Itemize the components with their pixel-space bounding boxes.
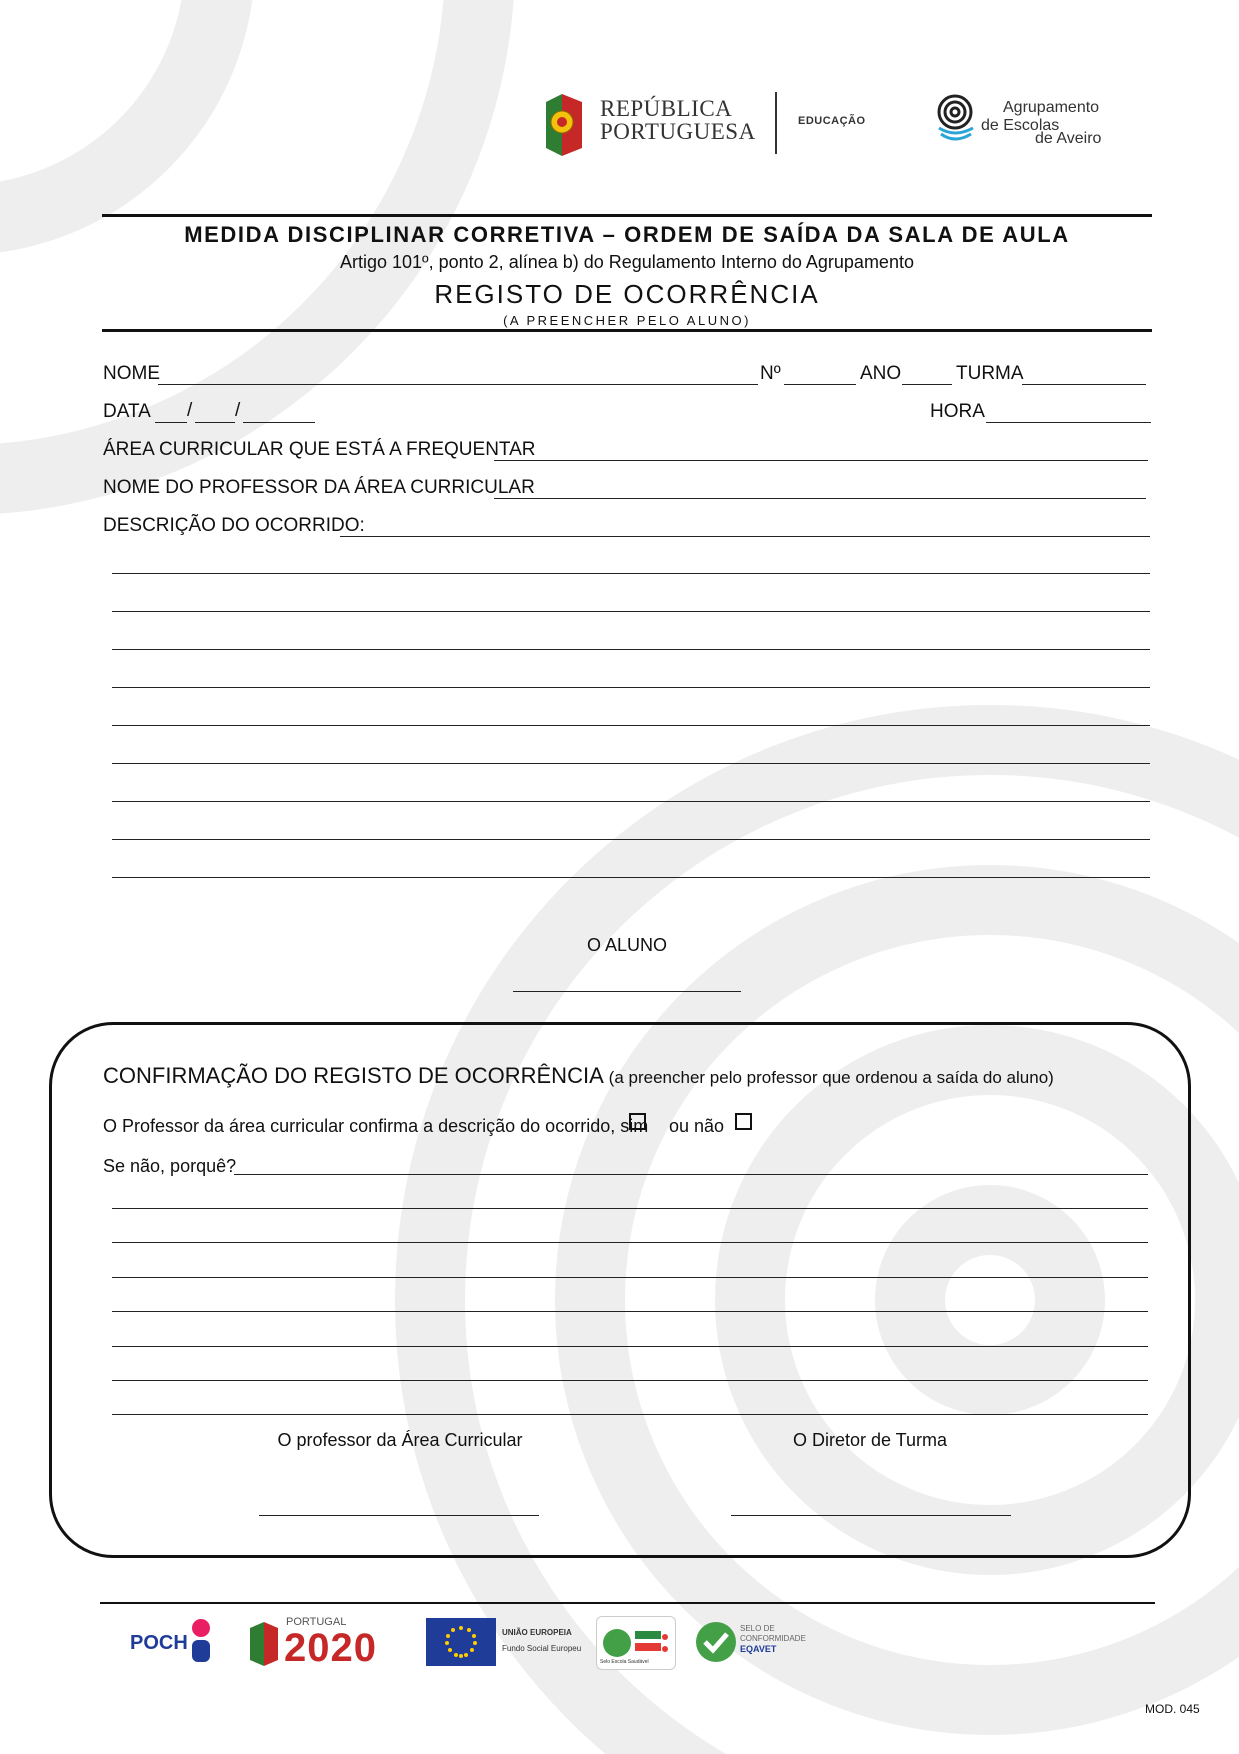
gov-name-line2: PORTUGUESA — [600, 119, 756, 144]
title-top-rule — [102, 214, 1152, 217]
data-month-line[interactable] — [195, 422, 235, 423]
nome-label: NOME — [103, 363, 160, 384]
descricao-line[interactable] — [112, 573, 1150, 574]
student-signature-line[interactable] — [513, 991, 741, 992]
portugal-text: PORTUGAL — [286, 1616, 347, 1628]
confirmation-box — [49, 1022, 1191, 1558]
form-register-title: REGISTO DE OCORRÊNCIA — [434, 279, 820, 309]
p2020-text: 2020 — [284, 1626, 377, 1670]
school-name-line1: Agrupamento — [1003, 99, 1100, 116]
eqavet-line3: EQAVET — [740, 1644, 777, 1654]
nome-line[interactable] — [158, 384, 758, 385]
model-code: MOD. 045 — [1145, 1702, 1200, 1716]
selo-text: Selo Escola Saudável — [600, 1659, 649, 1665]
nao-checkbox[interactable] — [735, 1113, 752, 1130]
selo-escola-saudavel-logo — [596, 1616, 676, 1670]
eqavet-line1: SELO DE — [740, 1624, 775, 1633]
school-name-line3: de Aveiro — [1035, 130, 1102, 147]
why-line[interactable] — [112, 1242, 1148, 1243]
teacher-signature-label: O professor da Área Curricular — [277, 1430, 523, 1450]
spiral-icon — [935, 92, 977, 144]
data-separator-1: / — [187, 400, 193, 421]
descricao-line[interactable] — [112, 877, 1150, 878]
eu-flag-icon — [426, 1618, 496, 1666]
why-line[interactable] — [112, 1311, 1148, 1312]
why-line[interactable] — [112, 1208, 1148, 1209]
area-line[interactable] — [494, 460, 1148, 461]
ano-label: ANO — [860, 363, 902, 384]
republica-portuguesa-logo — [540, 90, 770, 160]
area-label: ÁREA CURRICULAR QUE ESTÁ A FREQUENTAR — [103, 439, 536, 460]
school-name-line2: de Escolas — [981, 117, 1060, 134]
hora-label: HORA — [930, 401, 985, 422]
teacher-signature-line[interactable] — [259, 1515, 539, 1516]
footer-rule — [100, 1602, 1155, 1604]
data-separator-2: / — [235, 400, 241, 421]
poch-figure-icon — [186, 1616, 216, 1666]
why-line[interactable] — [112, 1380, 1148, 1381]
turma-line[interactable] — [1022, 384, 1146, 385]
why-label: Se não, porquê? — [103, 1156, 237, 1176]
eqavet-line2: CONFORMIDADE — [740, 1634, 806, 1643]
confirmation-title — [103, 1063, 1054, 1089]
descricao-line[interactable] — [112, 687, 1150, 688]
gov-name-line1: REPÚBLICA — [600, 96, 733, 121]
poch-text: POCH — [130, 1632, 188, 1654]
form-register-note: (A PREENCHER PELO ALUNO) — [503, 313, 751, 328]
descricao-line[interactable] — [112, 725, 1150, 726]
descricao-line[interactable] — [112, 649, 1150, 650]
form-article: Artigo 101º, ponto 2, alínea b) do Regulamento Interno do Agrupamento — [340, 252, 914, 272]
eu-logo — [426, 1618, 586, 1668]
turma-label: TURMA — [956, 363, 1024, 384]
eu-line2: Fundo Social Europeu — [502, 1644, 582, 1653]
professor-label: NOME DO PROFESSOR DA ÁREA CURRICULAR — [103, 477, 535, 498]
director-signature-label: O Diretor de Turma — [792, 1430, 948, 1450]
confirmation-title-text: CONFIRMAÇÃO DO REGISTO DE OCORRÊNCIA — [103, 1063, 603, 1088]
confirm-question: O Professor da área curricular confirma a descrição do ocorrido, sim — [103, 1116, 649, 1136]
why-line-0[interactable] — [234, 1174, 1148, 1175]
portugal-flag-icon — [540, 92, 586, 158]
why-line[interactable] — [112, 1346, 1148, 1347]
check-seal-icon — [694, 1620, 738, 1664]
hora-line[interactable] — [986, 422, 1151, 423]
descricao-line[interactable] — [112, 611, 1150, 612]
or-no-label: ou não — [669, 1116, 725, 1136]
descricao-line[interactable] — [112, 839, 1150, 840]
descricao-line[interactable] — [112, 801, 1150, 802]
poch-logo — [128, 1616, 218, 1670]
ano-line[interactable] — [902, 384, 952, 385]
descricao-label: DESCRIÇÃO DO OCORRIDO: — [103, 515, 365, 536]
agrupamento-logo — [935, 92, 1115, 152]
why-line[interactable] — [112, 1277, 1148, 1278]
data-year-line[interactable] — [243, 422, 315, 423]
data-day-line[interactable] — [155, 422, 187, 423]
form-title: MEDIDA DISCIPLINAR CORRETIVA – ORDEM DE SAÍDA DA SALA DE AULA — [184, 222, 1070, 247]
eu-line1: UNIÃO EUROPEIA — [502, 1628, 572, 1637]
why-line[interactable] — [112, 1414, 1148, 1415]
student-signature-label: O ALUNO — [586, 935, 668, 955]
data-label: DATA — [103, 401, 151, 422]
eqavet-logo — [694, 1620, 834, 1668]
descricao-line-0[interactable] — [340, 536, 1150, 537]
confirmation-title-note: (a preencher pelo professor que ordenou a saída do aluno) — [608, 1068, 1054, 1087]
numero-label: Nº — [760, 363, 781, 384]
pt2020-flag-icon — [248, 1620, 282, 1668]
director-signature-line[interactable] — [731, 1515, 1011, 1516]
header-divider — [775, 92, 777, 154]
numero-line[interactable] — [784, 384, 856, 385]
sim-checkbox[interactable] — [629, 1113, 646, 1130]
descricao-line[interactable] — [112, 763, 1150, 764]
portugal-2020-logo — [248, 1616, 400, 1672]
professor-line[interactable] — [494, 498, 1146, 499]
ministry-label: EDUCAÇÃO — [798, 115, 866, 127]
title-bottom-rule — [102, 329, 1152, 332]
